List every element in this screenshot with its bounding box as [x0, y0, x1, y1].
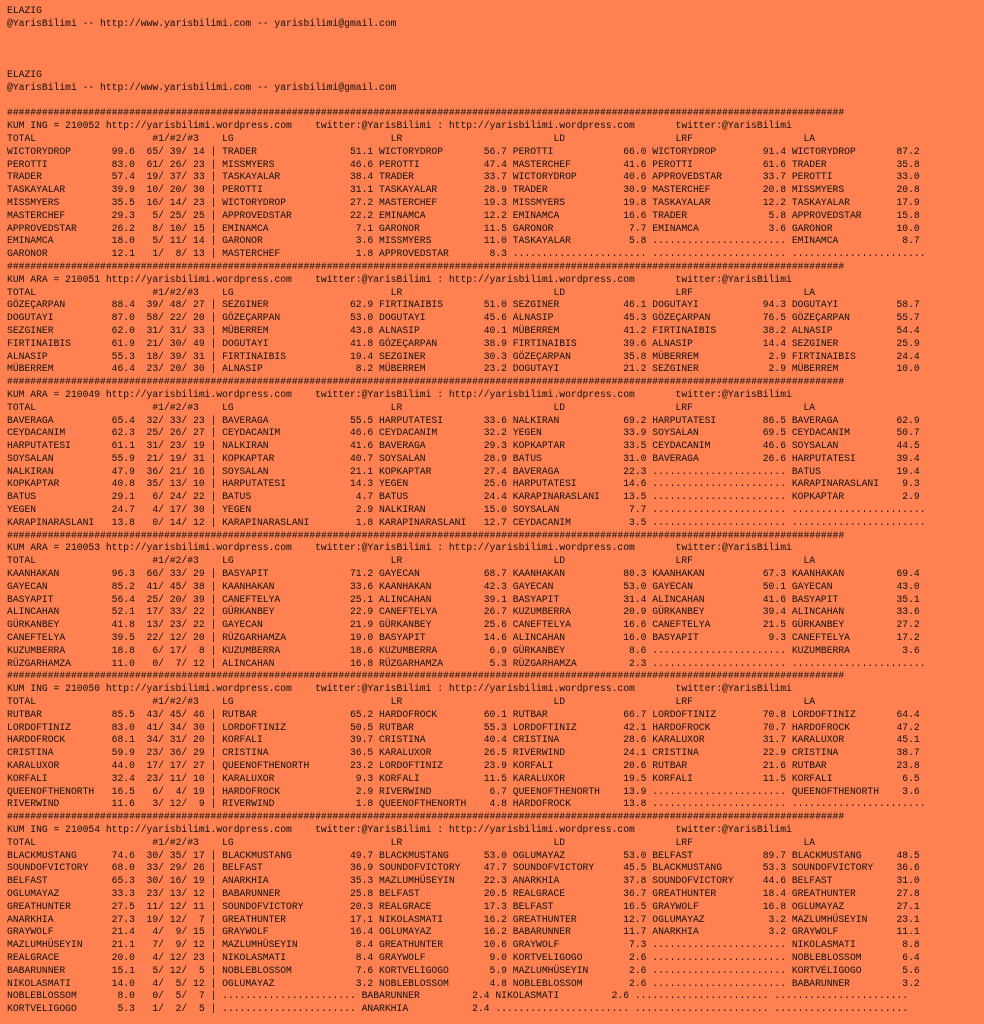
column-headers: TOTAL #1/#2/#3 LG LR LD LRF LA [7, 401, 816, 413]
table-row: PEROTTI 83.0 61/ 26/ 23 | MISSMYERS 46.6 PEROTTI 47.4 MASTERCHEF 41.6 PEROTTI 61.6 TRADER 35.8 [7, 158, 920, 170]
header-line: @YarisBilimi -- http://www.yarisbilimi.com -- yarisbilimi@gmail.com [7, 17, 397, 29]
race-header: KUM ARA = 210051 http://yarisbilimi.wordpress.com twitter:@YarisBilimi : http://yarisbilimi.wordpress.com twitter:@YarisBilimi [7, 273, 792, 285]
table-row: YEGEN 24.7 4/ 17/ 30 | YEGEN 2.9 NALKIRAN 15.0 SOYSALAN 7.7 ....................... ....................... [7, 504, 926, 516]
race-section [7, 670, 984, 811]
table-row: MÜBERREM 46.4 23/ 20/ 30 | ALNASIP 8.2 MÜBERREM 23.2 DOGUTAYI 21.2 SEZGINER 2.9 MÜBERREM 10.0 [7, 363, 920, 375]
table-row: BELFAST 65.3 30/ 16/ 19 | ANARKHIA 35.3 MAZLUMHÜSEYIN 22.3 ANARKHIA 37.8 SOUNDOFVICTORY 44.6 BELFAST 31.0 [7, 875, 920, 887]
table-row: NOBLEBLOSSOM 8.0 0/ 5/ 7 | ....................... BABARUNNER 2.4 NIKOLASMATI 2.6 ....................... ....................... [7, 990, 909, 1002]
table-row: KARAPINARASLANI 13.8 0/ 14/ 12 | KARAPINARASLANI 1.8 KARAPINARASLANI 12.7 CEYDACANIM 3.5 ....................... ....................... [7, 516, 926, 528]
table-row: HARPUTATESI 61.1 31/ 23/ 19 | NALKIRAN 41.6 BAVERAGA 29.3 KOPKAPTAR 33.5 CEYDACANIM 46.6 SOYSALAN 44.5 [7, 440, 920, 452]
table-row: WICTORYDROP 99.6 65/ 39/ 14 | TRADER 51.1 WICTORYDROP 56.7 PEROTTI 66.0 WICTORYDROP 91.4 WICTORYDROP 87.2 [7, 145, 920, 157]
header-line [7, 56, 984, 69]
table-row: TASKAYALAR 39.9 10/ 20/ 30 | PEROTTI 31.1 TASKAYALAR 28.9 TRADER 30.9 MASTERCHEF 20.8 MISSMYERS 20.8 [7, 184, 920, 196]
header-line: ELAZIG [7, 68, 42, 80]
table-row: APPROVEDSTAR 26.2 8/ 10/ 15 | EMINAMCA 7.1 GARONOR 11.5 GARONOR 7.7 EMINAMCA 3.6 GARONOR 10.0 [7, 222, 920, 234]
header-line: ELAZIG [7, 5, 42, 16]
table-row: GÖZEÇARPAN 88.4 39/ 48/ 27 | SEZGINER 62.9 FIRTINAIBIS 51.0 SEZGINER 46.1 DOGUTAYI 94.3 DOGUTAYI 58.7 [7, 299, 920, 311]
table-row: CANEFTELYA 39.5 22/ 12/ 20 | RÜZGARHAMZA 19.0 BASYAPIT 14.6 ALINCAHAN 16.0 BASYAPIT 9.3 CANEFTELYA 17.2 [7, 632, 920, 644]
header-line: @YarisBilimi -- http://www.yarisbilimi.com -- yarisbilimi@gmail.com [7, 81, 397, 93]
race-section [7, 376, 984, 530]
column-headers: TOTAL #1/#2/#3 LG LR LD LRF LA [7, 836, 816, 848]
table-row: FIRTINAIBIS 61.9 21/ 30/ 49 | DOGUTAYI 41.8 GÖZEÇARPAN 38.9 FIRTINAIBIS 39.6 ALNASIP 14.4 SEZGINER 25.9 [7, 337, 920, 349]
table-row: SOUNDOFVICTORY 68.0 33/ 29/ 26 | BELFAST 36.9 SOUNDOFVICTORY 47.7 SOUNDOFVICTORY 45.5 BLACKMUSTANG 53.3 SOUNDOFVICTORY 36.6 [7, 862, 920, 874]
table-row: RÜZGARHAMZA 11.0 0/ 7/ 12 | ALINCAHAN 16.8 RÜZGARHAMZA 5.3 RÜZGARHAMZA 2.3 ....................... ....................... [7, 657, 926, 669]
column-headers: TOTAL #1/#2/#3 LG LR LD LRF LA [7, 555, 816, 567]
table-row: GÜRKANBEY 41.8 13/ 23/ 22 | GAYECAN 21.9 GÜRKANBEY 25.6 CANEFTELYA 16.6 CANEFTELYA 21.5 GÜRKANBEY 27.2 [7, 619, 920, 631]
table-row: CRISTINA 59.9 23/ 36/ 29 | CRISTINA 36.5 KARALUXOR 26.5 RIVERWIND 24.1 CRISTINA 22.9 CRISTINA 38.7 [7, 747, 920, 759]
race-header: KUM ING = 210052 http://yarisbilimi.wordpress.com twitter:@YarisBilimi : http://yarisbilimi.wordpress.com twitter:@YarisBilimi [7, 120, 792, 132]
section-divider: ################################################################################################################################################ [7, 107, 845, 119]
table-row: HARDOFROCK 68.1 34/ 31/ 20 | KORFALI 39.7 CRISTINA 40.4 CRISTINA 28.6 KARALUXOR 31.7 KARALUXOR 45.1 [7, 734, 920, 746]
table-row: MASTERCHEF 29.3 5/ 25/ 25 | APPROVEDSTAR 22.2 EMINAMCA 12.2 EMINAMCA 16.6 TRADER 5.8 APPROVEDSTAR 15.8 [7, 209, 920, 221]
header-line [7, 43, 984, 56]
column-headers: TOTAL #1/#2/#3 LG LR LD LRF LA [7, 132, 816, 144]
table-row: LORDOFTINIZ 83.0 41/ 34/ 30 | LORDOFTINIZ 50.5 RUTBAR 55.3 LORDOFTINIZ 42.1 HARDOFROCK 70.7 HARDOFROCK 47.2 [7, 721, 920, 733]
table-row: EMINAMCA 18.0 5/ 11/ 14 | GARONOR 3.6 MISSMYERS 11.0 TASKAYALAR 5.8 ....................... EMINAMCA 8.7 [7, 235, 920, 247]
table-row: ANARKHIA 27.3 19/ 12/ 7 | GREATHUNTER 17.1 NIKOLASMATI 16.2 GREATHUNTER 12.7 OGLUMAYAZ 3.2 MAZLUMHÜSEYIN 23.1 [7, 913, 920, 925]
table-row: SEZGINER 62.0 31/ 31/ 33 | MÜBERREM 43.8 ALNASIP 40.1 MÜBERREM 41.2 FIRTINAIBIS 38.2 ALNASIP 54.4 [7, 324, 920, 336]
section-divider: ################################################################################################################################################ [7, 260, 845, 272]
table-row: BASYAPIT 56.4 25/ 20/ 39 | CANEFTELYA 25.1 ALINCAHAN 39.1 BASYAPIT 31.4 ALINCAHAN 41.6 BASYAPIT 35.1 [7, 593, 920, 605]
race-header: KUM ARA = 210053 http://yarisbilimi.wordpress.com twitter:@YarisBilimi : http://yarisbilimi.wordpress.com twitter:@YarisBilimi [7, 542, 792, 554]
column-headers: TOTAL #1/#2/#3 LG LR LD LRF LA [7, 286, 816, 298]
table-row: MISSMYERS 35.5 16/ 14/ 23 | WICTORYDROP 27.2 MASTERCHEF 19.3 MISSMYERS 19.8 TASKAYALAR 12.2 TASKAYALAR 17.9 [7, 196, 920, 208]
table-row: RIVERWIND 11.6 3/ 12/ 9 | RIVERWIND 1.8 QUEENOFTHENORTH 4.8 HARDOFROCK 13.8 ....................... ....................... [7, 798, 926, 810]
table-row: MAZLUMHÜSEYIN 21.1 7/ 9/ 12 | MAZLUMHÜSEYIN 8.4 GREATHUNTER 10.6 GRAYWOLF 7.3 ....................... NIKOLASMATI 8.8 [7, 939, 920, 951]
table-row: RUTBAR 85.5 43/ 45/ 46 | RUTBAR 65.2 HARDOFROCK 60.1 RUTBAR 66.7 LORDOFTINIZ 70.8 LORDOFTINIZ 64.4 [7, 708, 920, 720]
table-row: KUZUMBERRA 18.8 6/ 17/ 8 | KUZUMBERRA 18.6 KUZUMBERRA 6.9 GÜRKANBEY 8.6 ....................... KUZUMBERRA 3.6 [7, 644, 920, 656]
table-row: GAYECAN 85.2 41/ 45/ 38 | KAANHAKAN 33.6 KAANHAKAN 42.3 GAYECAN 53.0 GAYECAN 50.1 GAYECAN 43.0 [7, 580, 920, 592]
table-row: KORTVELIGOGO 5.3 1/ 2/ 5 | ....................... ANARKHIA 2.4 ....................... ....................... ....................... [7, 1003, 909, 1015]
race-section [7, 107, 984, 261]
table-row: REALGRACE 20.0 4/ 12/ 23 | NIKOLASMATI 8.4 GRAYWOLF 9.0 KORTVELIGOGO 2.6 ....................... NOBLEBLOSSOM 6.4 [7, 951, 920, 963]
table-row: ALNASIP 55.3 18/ 39/ 31 | FIRTINAIBIS 19.4 SEZGINER 30.3 GÖZEÇARPAN 35.8 MÜBERREM 2.9 FIRTINAIBIS 24.4 [7, 350, 920, 362]
table-row: NIKOLASMATI 14.0 4/ 5/ 12 | OGLUMAYAZ 3.2 NOBLEBLOSSOM 4.8 NOBLEBLOSSOM 2.6 ....................... BABARUNNER 3.2 [7, 977, 920, 989]
table-row: KOPKAPTAR 40.8 35/ 13/ 10 | HARPUTATESI 14.3 YEGEN 25.6 HARPUTATESI 14.6 ....................... KARAPINARASLANI 9.3 [7, 478, 920, 490]
table-row: ALINCAHAN 52.1 17/ 33/ 22 | GÜRKANBEY 22.9 CANEFTELYA 26.7 KUZUMBERRA 20.9 GÜRKANBEY 39.4 ALINCAHAN 33.6 [7, 606, 920, 618]
column-headers: TOTAL #1/#2/#3 LG LR LD LRF LA [7, 696, 816, 708]
table-row: KORFALI 32.4 23/ 11/ 10 | KARALUXOR 9.3 KORFALI 11.5 KARALUXOR 19.5 KORFALI 11.5 KORFALI 6.5 [7, 772, 920, 784]
section-divider: ################################################################################################################################################ [7, 670, 845, 682]
document-header [7, 5, 984, 107]
race-header: KUM ING = 210050 http://yarisbilimi.wordpress.com twitter:@YarisBilimi : http://yarisbilimi.wordpress.com twitter:@YarisBilimi [7, 683, 792, 695]
table-row: KARALUXOR 44.0 17/ 17/ 27 | QUEENOFTHENORTH 23.2 LORDOFTINIZ 23.9 KORFALI 20.6 RUTBAR 21.6 RUTBAR 23.8 [7, 760, 920, 772]
table-row: BLACKMUSTANG 74.6 30/ 35/ 17 | BLACKMUSTANG 49.7 BLACKMUSTANG 53.0 OGLUMAYAZ 53.0 BELFAST 89.7 BLACKMUSTANG 48.5 [7, 849, 920, 861]
table-row: KAANHAKAN 96.3 66/ 33/ 29 | BASYAPIT 71.2 GAYECAN 68.7 KAANHAKAN 80.3 KAANHAKAN 67.3 KAANHAKAN 69.4 [7, 568, 920, 580]
race-section [7, 530, 984, 671]
header-line [7, 31, 984, 44]
race-header: KUM ING = 210054 http://yarisbilimi.wordpress.com twitter:@YarisBilimi : http://yarisbilimi.wordpress.com twitter:@YarisBilimi [7, 824, 792, 835]
section-divider: ################################################################################################################################################ [7, 529, 845, 541]
table-row: GREATHUNTER 27.5 11/ 12/ 11 | SOUNDOFVICTORY 20.3 REALGRACE 17.3 BELFAST 16.5 GRAYWOLF 16.8 OGLUMAYAZ 27.1 [7, 900, 920, 912]
section-divider: ################################################################################################################################################ [7, 811, 845, 823]
section-divider: ################################################################################################################################################ [7, 376, 845, 388]
table-row: NALKIRAN 47.9 36/ 21/ 16 | SOYSALAN 21.1 KOPKAPTAR 27.4 BAVERAGA 22.3 ....................... BATUS 19.4 [7, 465, 920, 477]
table-row: TRADER 57.4 19/ 37/ 33 | TASKAYALAR 38.4 TRADER 33.7 WICTORYDROP 40.6 APPROVEDSTAR 33.7 PEROTTI 33.0 [7, 171, 920, 183]
table-row: QUEENOFTHENORTH 16.5 6/ 4/ 19 | HARDOFROCK 2.9 RIVERWIND 6.7 QUEENOFTHENORTH 13.9 ....................... QUEENOFTHENORTH 3.6 [7, 785, 920, 797]
table-row: DOGUTAYI 87.0 58/ 22/ 20 | GÖZEÇARPAN 53.0 DOGUTAYI 45.6 ALNASIP 45.3 GÖZEÇARPAN 76.5 GÖZEÇARPAN 55.7 [7, 312, 920, 324]
table-row: BATUS 29.1 6/ 24/ 22 | BATUS 4.7 BATUS 24.4 KARAPINARASLANI 13.5 ....................... KOPKAPTAR 2.9 [7, 491, 920, 503]
table-row: BABARUNNER 15.1 5/ 12/ 5 | NOBLEBLOSSOM 7.6 KORTVELIGOGO 5.9 MAZLUMHÜSEYIN 2.6 ....................... KORTVELIGOGO 5.6 [7, 964, 920, 976]
table-row: OGLUMAYAZ 33.3 23/ 13/ 12 | BABARUNNER 25.8 BELFAST 20.5 REALGRACE 36.7 GREATHUNTER 18.4 GREATHUNTER 27.8 [7, 887, 920, 899]
table-row: GARONOR 12.1 1/ 8/ 13 | MASTERCHEF 1.8 APPROVEDSTAR 8.3 ....................... ....................... ....................... [7, 248, 926, 260]
table-row: GRAYWOLF 21.4 4/ 9/ 15 | GRAYWOLF 16.4 OGLUMAYAZ 16.2 BABARUNNER 11.7 ANARKHIA 3.2 GRAYWOLF 11.1 [7, 926, 920, 938]
race-section [7, 261, 984, 376]
table-row: BAVERAGA 65.4 32/ 33/ 23 | BAVERAGA 55.5 HARPUTATESI 33.6 NALKIRAN 69.2 HARPUTATESI 86.5 BAVERAGA 62.9 [7, 414, 920, 426]
table-row: CEYDACANIM 62.3 25/ 26/ 27 | CEYDACANIM 46.6 CEYDACANIM 32.2 YEGEN 33.9 SOYSALAN 69.5 CEYDACANIM 50.7 [7, 427, 920, 439]
table-row: SOYSALAN 55.9 21/ 19/ 31 | KOPKAPTAR 40.7 SOYSALAN 28.9 BATUS 31.0 BAVERAGA 26.6 HARPUTATESI 39.4 [7, 452, 920, 464]
race-section [7, 811, 984, 1016]
race-header: KUM ARA = 210049 http://yarisbilimi.wordpress.com twitter:@YarisBilimi : http://yarisbilimi.wordpress.com twitter:@YarisBilimi [7, 388, 792, 400]
header-line [7, 95, 984, 108]
